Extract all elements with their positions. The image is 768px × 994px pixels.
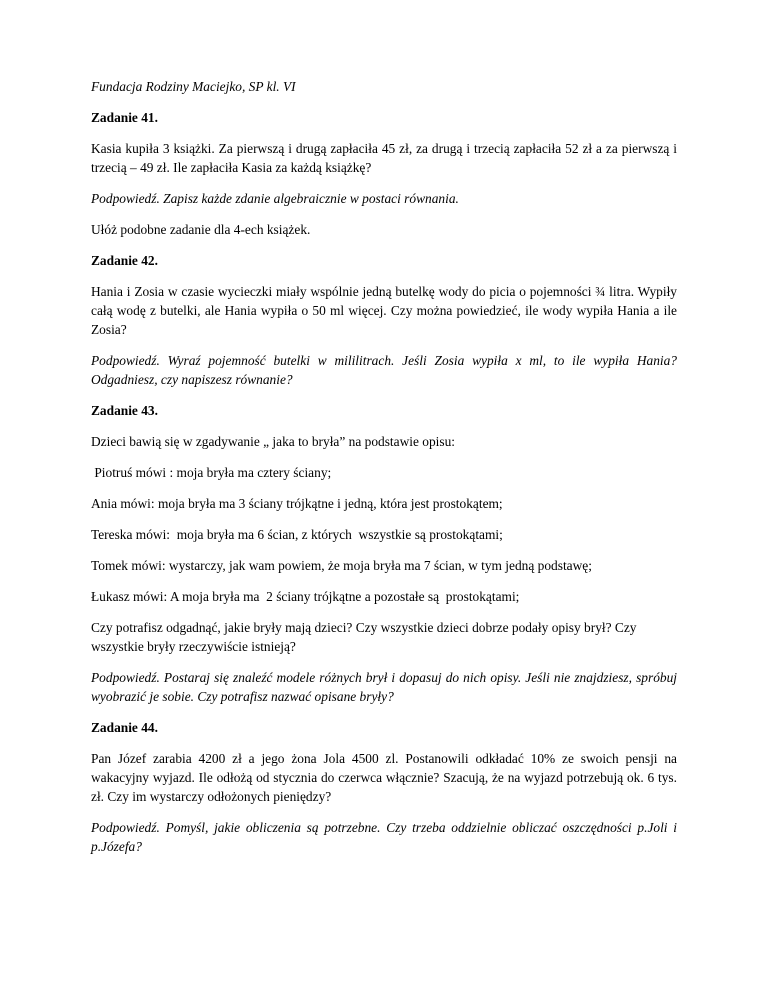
task-41-extra: Ułóż podobne zadanie dla 4-ech książek. bbox=[91, 222, 311, 237]
task-44-body: Pan Józef zarabia 4200 zł a jego żona Jola 4500 zl. Postanowili odkładać 10% ze swoich pensji na wakacyjny wyjazd. Ile odłożą od stycznia do czerwca włącznie? Szacują, że na wyjazd potrzebują ok. 6 tys. zł. Czy im wystarczy odłożonych pieniędzy? bbox=[91, 751, 677, 804]
document-header: Fundacja Rodziny Maciejko, SP kl. VI bbox=[91, 79, 296, 94]
task-43-heading: Zadanie 43. bbox=[91, 403, 158, 418]
task-44-hint: Podpowiedź. Pomyśl, jakie obliczenia są potrzebne. Czy trzeba oddzielnie obliczać oszczędności p.Joli i p.Józefa? bbox=[91, 820, 677, 854]
task-42-hint: Podpowiedź. Wyraź pojemność butelki w mililitrach. Jeśli Zosia wypiła x ml, to ile wypiła Hania? Odgadniesz, czy napiszesz równanie? bbox=[91, 353, 677, 387]
document-page bbox=[91, 77, 677, 868]
task-42-body: Hania i Zosia w czasie wycieczki miały wspólnie jedną butelkę wody do picia o pojemności ¾ litra. Wypiły całą wodę z butelki, ale Hania wypiła o 50 ml więcej. Czy można powiedzieć, ile wody wypiła Hania a ile Zosia? bbox=[91, 284, 677, 337]
task-43-statement-tereska: Tereska mówi: moja bryła ma 6 ścian, z których wszystkie są prostokątami; bbox=[91, 527, 503, 542]
task-41-hint: Podpowiedź. Zapisz każde zdanie algebraicznie w postaci równania. bbox=[91, 191, 459, 206]
task-44-heading: Zadanie 44. bbox=[91, 720, 158, 735]
task-41-body: Kasia kupiła 3 książki. Za pierwszą i drugą zapłaciła 45 zł, za drugą i trzecią zapłaciła 52 zł a za pierwszą i trzecią – 49 zł. Ile zapłaciła Kasia za każdą książkę? bbox=[91, 141, 677, 175]
task-43-statement-lukasz: Łukasz mówi: A moja bryła ma 2 ściany trójkątne a pozostałe są prostokątami; bbox=[91, 589, 520, 604]
task-43-statement-ania: Ania mówi: moja bryła ma 3 ściany trójkątne i jedną, która jest prostokątem; bbox=[91, 496, 503, 511]
task-43-hint: Podpowiedź. Postaraj się znaleźć modele różnych brył i dopasuj do nich opisy. Jeśli nie znajdziesz, spróbuj wyobrazić je sobie. Czy potrafisz nazwać opisane bryły? bbox=[91, 670, 677, 704]
task-41-heading: Zadanie 41. bbox=[91, 110, 158, 125]
task-42-heading: Zadanie 42. bbox=[91, 253, 158, 268]
task-43-intro: Dzieci bawią się w zgadywanie „ jaka to bryła” na podstawie opisu: bbox=[91, 434, 456, 449]
task-43-question: Czy potrafisz odgadnąć, jakie bryły mają dzieci? Czy wszystkie dzieci dobrze podały opisy brył? Czy wszystkie bryły rzeczywiście istnieją? bbox=[91, 620, 637, 654]
task-43-statement-piotrus: Piotruś mówi : moja bryła ma cztery ściany; bbox=[91, 465, 332, 480]
task-43-statement-tomek: Tomek mówi: wystarczy, jak wam powiem, że moja bryła ma 7 ścian, w tym jedną podstawę; bbox=[91, 558, 592, 573]
